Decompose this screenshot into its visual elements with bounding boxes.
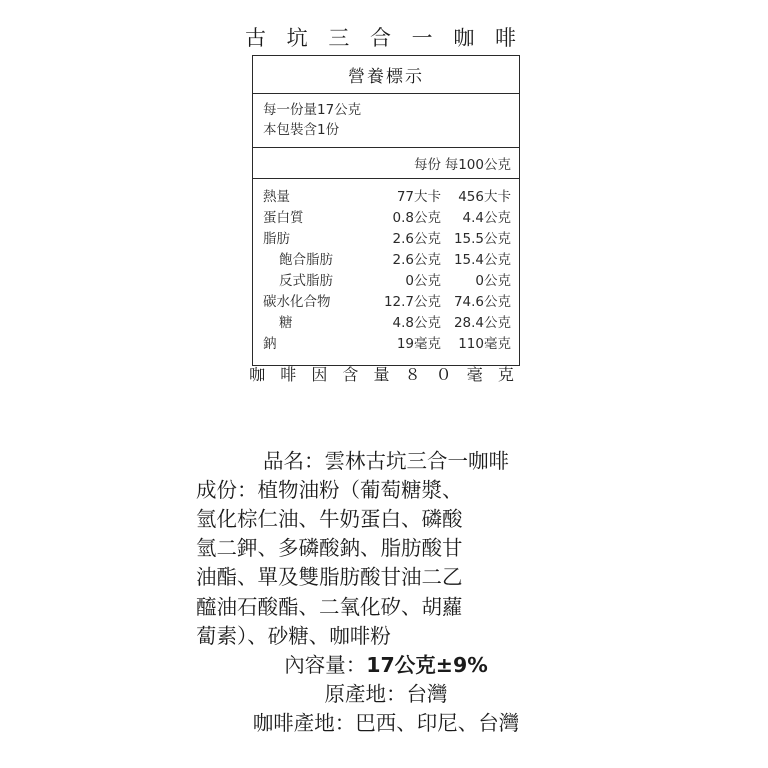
net-weight-label: 內容量： xyxy=(284,652,367,677)
nutrient-name: 脂肪 xyxy=(263,231,290,248)
nutrient-per-serving: 2.6公克 xyxy=(392,252,441,269)
nutrient-per-serving: 12.7公克 xyxy=(383,294,441,311)
nutrient-per-100g: 4.4公克 xyxy=(462,210,511,227)
nutrient-per-100g: 15.4公克 xyxy=(453,252,511,269)
table-row xyxy=(253,292,519,313)
nutrient-per-100g: 15.5公克 xyxy=(453,231,511,248)
nutrient-name: 飽合脂肪 xyxy=(279,252,333,269)
serving-info xyxy=(253,94,519,148)
nutrition-heading: 營養標示 xyxy=(253,56,519,94)
net-weight-value: 17公克±9% xyxy=(366,652,488,677)
nutrient-per-serving: 0公克 xyxy=(405,273,441,290)
nutrient-name: 反式脂肪 xyxy=(279,273,333,290)
ingredients-line: 成份：植物油粉（葡萄糖漿、 xyxy=(196,478,463,503)
product-name-line: 品名：雲林古坑三合一咖啡 xyxy=(263,449,509,473)
ingredients-block xyxy=(196,476,576,651)
ingredients-line: 醯油石酸酯、二氧化矽、胡蘿 xyxy=(196,594,463,619)
ingredients-line: 氫二鉀、多磷酸鈉、脂肪酸甘 xyxy=(196,536,463,561)
nutrition-rows xyxy=(253,179,519,364)
product-description xyxy=(196,447,576,738)
servings-per-pack: 本包裝含1份 xyxy=(263,121,340,138)
col-header-per-serving: 每份 xyxy=(414,157,441,174)
nutrient-per-100g: 28.4公克 xyxy=(453,315,511,332)
col-header-nutrient xyxy=(253,153,357,173)
nutrient-name: 碳水化合物 xyxy=(263,294,331,311)
nutrient-per-100g: 456大卡 xyxy=(458,189,511,206)
col-header-per-100g: 每100公克 xyxy=(444,157,511,174)
nutrient-per-serving: 77大卡 xyxy=(396,189,441,206)
nutrient-per-serving: 0.8公克 xyxy=(392,210,441,227)
table-row xyxy=(253,208,519,229)
ingredients-line: 油酯、單及雙脂肪酸甘油二乙 xyxy=(196,565,463,590)
nutrient-name: 熱量 xyxy=(263,189,290,206)
nutrient-name: 糖 xyxy=(279,315,293,332)
table-row xyxy=(253,271,519,292)
table-row xyxy=(253,187,519,208)
table-row xyxy=(253,250,519,271)
nutrient-per-serving: 4.8公克 xyxy=(392,315,441,332)
nutrient-per-100g: 74.6公克 xyxy=(453,294,511,311)
net-weight-line xyxy=(196,651,576,680)
coffee-origin-line: 咖啡產地：巴西、印尼、台灣 xyxy=(252,710,520,735)
nutrient-per-100g: 0公克 xyxy=(475,273,511,290)
nutrient-per-100g: 110毫克 xyxy=(458,336,511,353)
nutrient-per-serving: 19毫克 xyxy=(396,336,441,353)
table-row xyxy=(253,334,519,355)
nutrient-per-serving: 2.6公克 xyxy=(392,231,441,248)
nutrition-facts-table xyxy=(252,55,520,366)
nutrition-column-headers xyxy=(253,148,519,179)
nutrient-name: 鈉 xyxy=(263,336,277,353)
caffeine-content-line: 咖 啡 因 含 量 ８ ０ 毫 克 xyxy=(249,365,519,384)
product-title: 古 坑 三 合 一 咖 啡 xyxy=(244,26,524,50)
ingredients-line: 氫化棕仁油、牛奶蛋白、磷酸 xyxy=(196,507,463,532)
nutrient-name: 蛋白質 xyxy=(263,210,304,227)
table-row xyxy=(253,229,519,250)
table-row xyxy=(253,313,519,334)
ingredients-line: 蔔素）、砂糖、咖啡粉 xyxy=(196,623,391,648)
origin-line: 原產地：台灣 xyxy=(324,681,448,706)
serving-size: 每一份量17公克 xyxy=(263,102,362,118)
